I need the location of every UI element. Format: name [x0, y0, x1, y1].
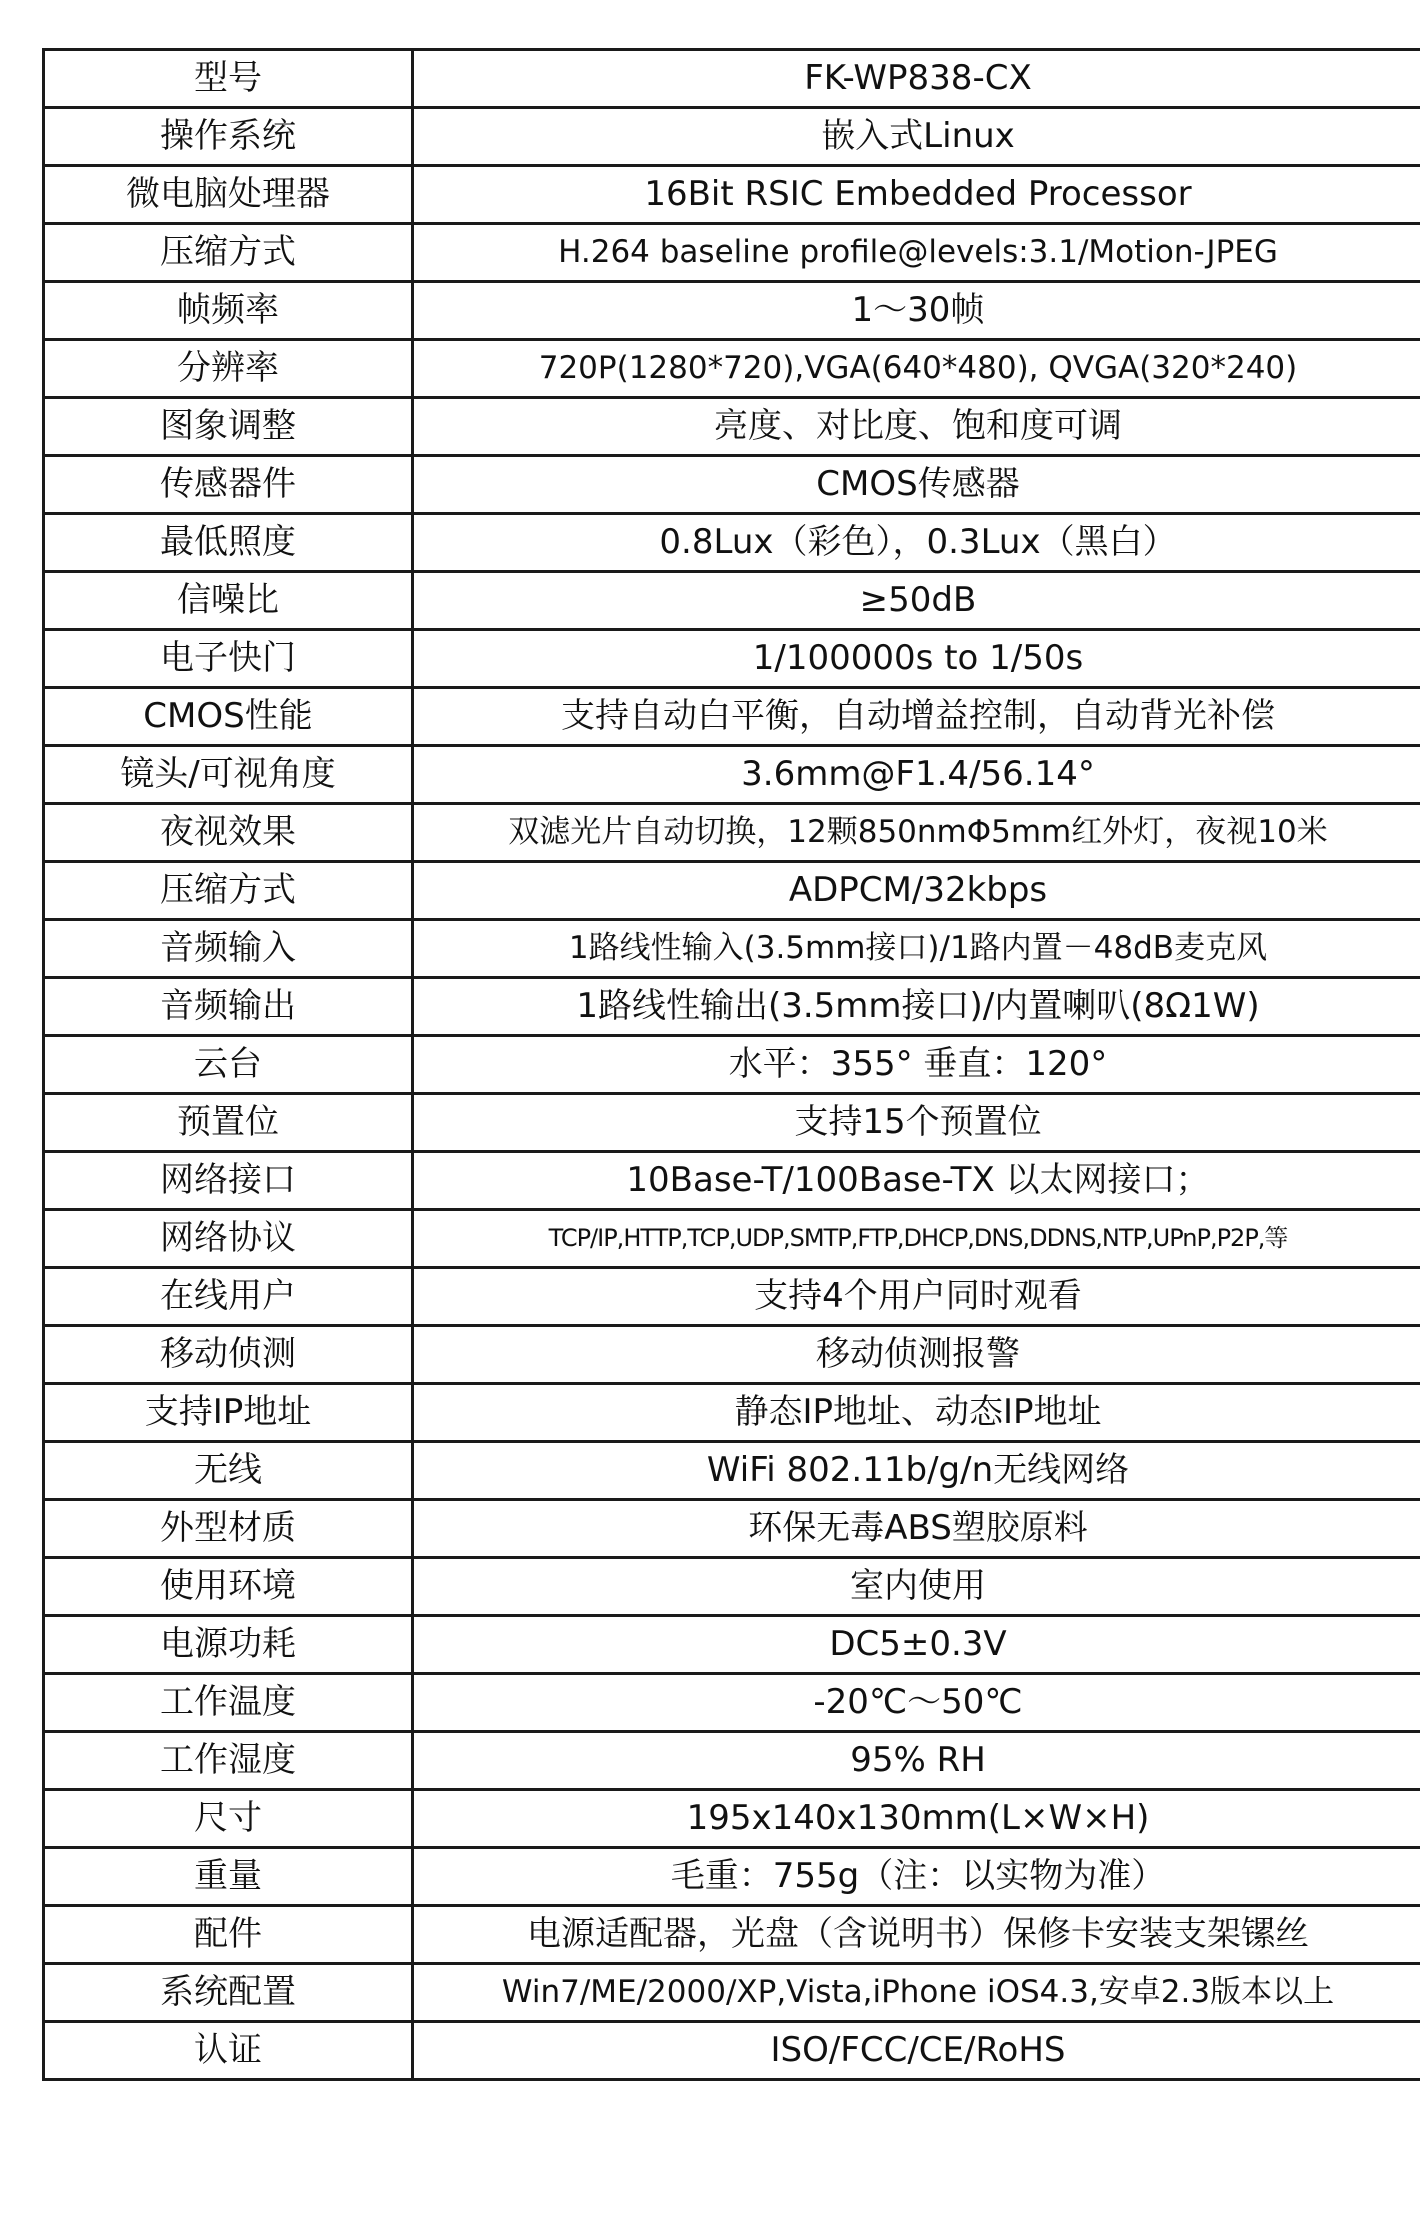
- spec-value: 环保无毒ABS塑胶原料: [413, 1500, 1420, 1558]
- spec-label: 操作系统: [44, 108, 413, 166]
- spec-label: 型号: [44, 50, 413, 108]
- table-row: [44, 1268, 1420, 1326]
- spec-label: 工作湿度: [44, 1732, 413, 1790]
- spec-value: 10Base-T/100Base-TX 以太网接口；: [413, 1152, 1420, 1210]
- spec-value: 95% RH: [413, 1732, 1420, 1790]
- table-row: [44, 804, 1420, 862]
- table-row: [44, 630, 1420, 688]
- spec-label: 使用环境: [44, 1558, 413, 1616]
- table-row: [44, 1210, 1420, 1268]
- spec-value: DC5±0.3V: [413, 1616, 1420, 1674]
- table-row: [44, 1094, 1420, 1152]
- table-row: [44, 50, 1420, 108]
- spec-label: 工作温度: [44, 1674, 413, 1732]
- spec-value: ≥50dB: [413, 572, 1420, 630]
- spec-label: 信噪比: [44, 572, 413, 630]
- spec-label: 支持IP地址: [44, 1384, 413, 1442]
- spec-value: WiFi 802.11b/g/n无线网络: [413, 1442, 1420, 1500]
- table-row: [44, 1442, 1420, 1500]
- spec-value: 支持自动白平衡，自动增益控制，自动背光补偿: [413, 688, 1420, 746]
- spec-label: 预置位: [44, 1094, 413, 1152]
- spec-value: ISO/FCC/CE/RoHS: [413, 2022, 1420, 2080]
- spec-table-body: [44, 50, 1420, 2080]
- spec-value: CMOS传感器: [413, 456, 1420, 514]
- table-row: [44, 920, 1420, 978]
- table-row: [44, 1326, 1420, 1384]
- table-row: [44, 862, 1420, 920]
- table-row: [44, 1558, 1420, 1616]
- spec-label: 移动侦测: [44, 1326, 413, 1384]
- spec-value: 1～30帧: [413, 282, 1420, 340]
- spec-label: 图象调整: [44, 398, 413, 456]
- spec-label: 压缩方式: [44, 862, 413, 920]
- spec-value: Win7/ME/2000/XP,Vista,iPhone iOS4.3,安卓2.3版本以上: [413, 1964, 1420, 2022]
- spec-label: 系统配置: [44, 1964, 413, 2022]
- table-row: [44, 1674, 1420, 1732]
- spec-label: 音频输入: [44, 920, 413, 978]
- spec-value: 1路线性输入(3.5mm接口)/1路内置－48dB麦克风: [413, 920, 1420, 978]
- spec-label: 尺寸: [44, 1790, 413, 1848]
- spec-label: 网络协议: [44, 1210, 413, 1268]
- spec-value: 16Bit RSIC Embedded Processor: [413, 166, 1420, 224]
- table-row: [44, 2022, 1420, 2080]
- table-row: [44, 572, 1420, 630]
- table-row: [44, 1790, 1420, 1848]
- table-row: [44, 224, 1420, 282]
- spec-label: 微电脑处理器: [44, 166, 413, 224]
- spec-value: 电源适配器，光盘（含说明书）保修卡安装支架镙丝: [413, 1906, 1420, 1964]
- spec-label: 无线: [44, 1442, 413, 1500]
- table-row: [44, 978, 1420, 1036]
- spec-value: 1路线性输出(3.5mm接口)/内置喇叭(8Ω1W): [413, 978, 1420, 1036]
- spec-label: 重量: [44, 1848, 413, 1906]
- table-row: [44, 1384, 1420, 1442]
- spec-value: 亮度、对比度、饱和度可调: [413, 398, 1420, 456]
- spec-value: 支持4个用户同时观看: [413, 1268, 1420, 1326]
- table-row: [44, 514, 1420, 572]
- spec-value: 双滤光片自动切换，12颗850nmΦ5mm红外灯，夜视10米: [413, 804, 1420, 862]
- spec-value: 720P(1280*720),VGA(640*480), QVGA(320*240): [413, 340, 1420, 398]
- table-row: [44, 1152, 1420, 1210]
- spec-value: FK-WP838-CX: [413, 50, 1420, 108]
- spec-value: 支持15个预置位: [413, 1094, 1420, 1152]
- spec-label: 夜视效果: [44, 804, 413, 862]
- table-row: [44, 1500, 1420, 1558]
- spec-label: 帧频率: [44, 282, 413, 340]
- table-row: [44, 398, 1420, 456]
- spec-label: 镜头/可视角度: [44, 746, 413, 804]
- table-row: [44, 1964, 1420, 2022]
- table-row: [44, 1036, 1420, 1094]
- spec-value: 1/100000s to 1/50s: [413, 630, 1420, 688]
- spec-value: H.264 baseline profile@levels:3.1/Motion-JPEG: [413, 224, 1420, 282]
- spec-label: 云台: [44, 1036, 413, 1094]
- spec-label: 认证: [44, 2022, 413, 2080]
- spec-value: ADPCM/32kbps: [413, 862, 1420, 920]
- spec-value: 0.8Lux（彩色），0.3Lux（黑白）: [413, 514, 1420, 572]
- spec-label: 网络接口: [44, 1152, 413, 1210]
- spec-label: 传感器件: [44, 456, 413, 514]
- spec-value: 嵌入式Linux: [413, 108, 1420, 166]
- table-row: [44, 456, 1420, 514]
- table-row: [44, 166, 1420, 224]
- spec-label: 电源功耗: [44, 1616, 413, 1674]
- table-row: [44, 688, 1420, 746]
- spec-value: 移动侦测报警: [413, 1326, 1420, 1384]
- table-row: [44, 1616, 1420, 1674]
- table-row: [44, 1732, 1420, 1790]
- table-row: [44, 1848, 1420, 1906]
- spec-label: 电子快门: [44, 630, 413, 688]
- spec-label: 压缩方式: [44, 224, 413, 282]
- spec-label: 外型材质: [44, 1500, 413, 1558]
- table-row: [44, 1906, 1420, 1964]
- spec-value: 3.6mm@F1.4/56.14°: [413, 746, 1420, 804]
- spec-label: 最低照度: [44, 514, 413, 572]
- spec-value: 毛重：755g（注：以实物为准）: [413, 1848, 1420, 1906]
- spec-value: -20℃～50℃: [413, 1674, 1420, 1732]
- spec-value: 静态IP地址、动态IP地址: [413, 1384, 1420, 1442]
- spec-value: 室内使用: [413, 1558, 1420, 1616]
- spec-label: 在线用户: [44, 1268, 413, 1326]
- table-row: [44, 746, 1420, 804]
- spec-label: 音频输出: [44, 978, 413, 1036]
- spec-table: [42, 48, 1420, 2081]
- spec-label: CMOS性能: [44, 688, 413, 746]
- spec-value: 195x140x130mm(L×W×H): [413, 1790, 1420, 1848]
- spec-label: 配件: [44, 1906, 413, 1964]
- spec-label: 分辨率: [44, 340, 413, 398]
- spec-value: 水平：355° 垂直：120°: [413, 1036, 1420, 1094]
- table-row: [44, 340, 1420, 398]
- table-row: [44, 108, 1420, 166]
- spec-value: TCP/IP,HTTP,TCP,UDP,SMTP,FTP,DHCP,DNS,DDNS,NTP,UPnP,P2P,等: [413, 1210, 1420, 1268]
- table-row: [44, 282, 1420, 340]
